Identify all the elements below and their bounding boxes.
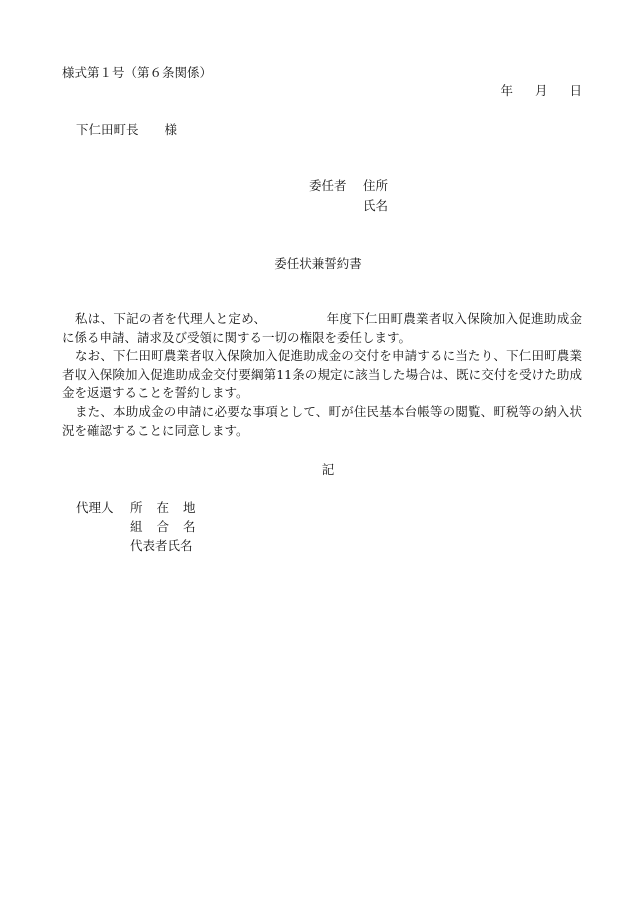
body-text [62, 310, 582, 440]
addressee [76, 121, 177, 139]
document-title-row [0, 255, 630, 273]
agent-label: 代理人 [76, 500, 114, 515]
ki-row [0, 461, 630, 479]
date-month: 月 [534, 83, 548, 98]
addressee-honorific: 様 [164, 122, 178, 137]
form-number: 様式第１号（第６条関係） [62, 65, 213, 80]
agent-representative-label: 代表者氏名 [130, 538, 193, 553]
paragraph-1 [62, 310, 582, 347]
paragraph-3: また、本助成金の申請に必要な事項として、町が住民基本台帳等の閲覧、町税等の納入状況を確認することに同意します。 [62, 403, 582, 438]
ki-heading: 記 [321, 462, 335, 477]
addressee-name: 下仁田町長 [76, 122, 139, 137]
principal-label: 委任者 [309, 178, 347, 193]
agent-association-label: 組合名 [130, 519, 210, 534]
date-line [500, 82, 582, 100]
paragraph-1-start: 私は、下記の者を代理人と定め、 [75, 311, 267, 326]
paragraph-1-end: 年度下仁田町農業者収入保険加入促進助成金に係る申請、請求及び受領に関する一切の権限を委任します。 [62, 311, 582, 345]
date-day: 日 [569, 83, 582, 98]
agent-address-label: 所在地 [130, 500, 210, 515]
paragraph-2: なお、下仁田町農業者収入保険加入促進助成金の交付を申請するに当たり、下仁田町農業者収入保険加入促進助成金交付要綱第11条の規定に該当した場合は、既に交付を受けた助成金を返還することを誓約します。 [62, 348, 582, 401]
principal-name-label: 氏名 [363, 198, 389, 213]
date-year: 年 [500, 83, 513, 98]
principal-address-label: 住所 [363, 178, 389, 193]
document-title: 委任状兼誓約書 [274, 256, 362, 271]
